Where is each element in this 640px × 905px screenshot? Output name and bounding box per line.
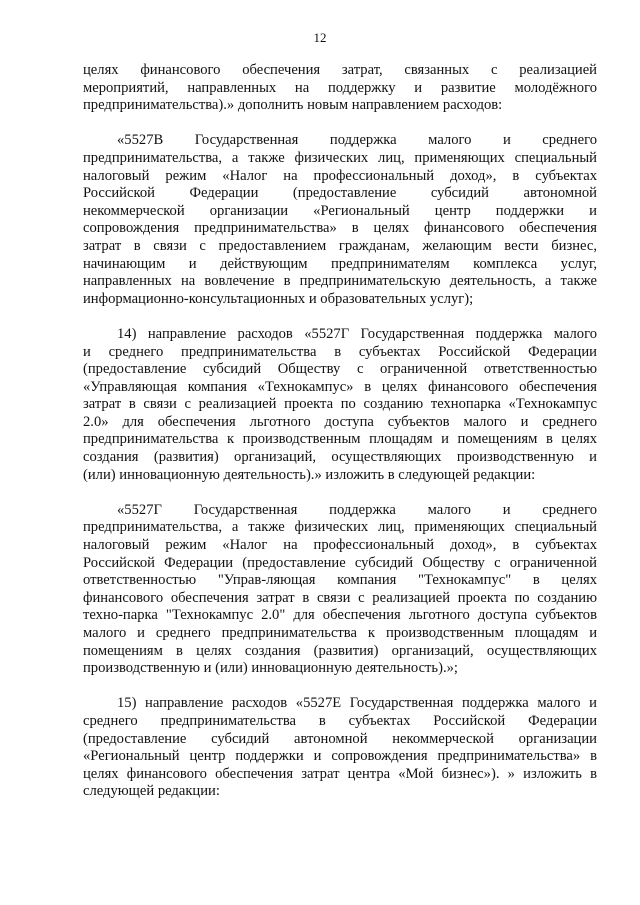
text-line: сопровождения предпринимательства» в целях финансового обеспечения [83,220,597,237]
paragraph-gap [83,484,597,502]
text-line: «5527Г Государственная поддержка малого и среднего [117,501,597,518]
text-line: целях финансового обеспечения затрат центра «Мой бизнес»). » изложить в [83,765,597,782]
paragraph-5527g [83,502,597,678]
text-line: предпринимательства).» дополнить новым направлением расходов: [83,97,503,114]
text-line: 2.0» для обеспечения льготного доступа субъектов малого и среднего [83,413,597,430]
text-line: затрат в связи с предоставлением гражданам, желающим вести бизнес, [83,237,597,254]
text-line: налоговый режим «Налог на профессиональный доход», в субъектах [83,537,597,554]
text-line: 15) направление расходов «5527Е Государственная поддержка малого и [117,695,597,712]
text-line: Российской Федерации (предоставление субсидий автономной [83,185,597,202]
text-line: некоммерческой организации «Региональный центр поддержки и [83,202,597,219]
paragraph-continuation [83,62,597,115]
text-line: малого и среднего предпринимательства к производственным площадям и [83,625,597,641]
text-line: предпринимательства, а также физических лиц, применяющих специальный [83,519,597,536]
text-line: (предоставление субсидий Обществу с ограниченной ответственностью [83,361,597,378]
text-line: (или) инновационную деятельность).» изложить в следующей редакции: [83,466,536,483]
paragraph-gap [83,115,597,133]
text-line: ответственностью "Управ-ляющая компания "Технокампус" в целях [83,572,597,589]
text-line: начинающим и действующим предпринимателям комплекса услуг, [83,255,597,272]
paragraph-5527v [83,132,597,308]
text-line: и среднего предпринимательства в субъектах Российской Федерации [83,343,597,360]
text-line: техно-парка "Технокампус 2.0" для обеспечения льготного доступа субъектов [83,607,597,624]
text-line: «5527В Государственная поддержка малого и среднего [117,132,597,149]
text-line: затрат в связи с реализацией проекта по созданию технопарка «Технокампус [83,396,597,413]
text-line: направленных на вовлечение в предпринимательскую деятельность, а также [83,273,597,290]
text-line: «Управляющая компания «Технокампус» в целях финансового обеспечения [83,378,597,395]
text-line: следующей редакции: [83,783,220,800]
text-line: (предоставление субсидий автономной некоммерческой организации [83,730,597,747]
text-line: предпринимательства, а также физических лиц, применяющих специальный [83,149,597,166]
text-line: финансового обеспечения затрат в связи с реализацией проекта по созданию [83,589,597,606]
paragraph-gap [83,308,597,326]
text-line: информационно-консультационных и образовательных услуг); [83,290,474,307]
text-line: среднего предпринимательства в субъектах Российской Федерации [83,712,597,729]
text-line: «Региональный центр поддержки и сопровождения предпринимательства» в [83,748,597,765]
text-line: 14) направление расходов «5527Г Государственная поддержка малого [117,325,597,342]
text-line: предпринимательства к производственным площадям и помещениям в целях [83,431,597,448]
text-line: производственную и (или) инновационную деятельность).»; [83,660,458,677]
text-line: налоговый режим «Налог на профессиональный доход», в субъектах [83,167,597,184]
text-line: Российской Федерации (предоставление субсидий Обществу с ограниченной [83,554,597,571]
text-line: помещениям в целях создания (развития) организаций, осуществляющих [83,642,597,659]
paragraph-gap [83,678,597,696]
document-body [83,62,597,801]
text-line: мероприятий, направленных на поддержку и развитие молодёжного [83,79,597,96]
page-number: 12 [313,30,327,45]
text-line: целях финансового обеспечения затрат, связанных с реализацией [83,62,597,78]
paragraph-item-15 [83,695,597,801]
text-line: создания (развития) организаций, осуществляющих производственную и [83,449,597,466]
paragraph-item-14 [83,326,597,484]
